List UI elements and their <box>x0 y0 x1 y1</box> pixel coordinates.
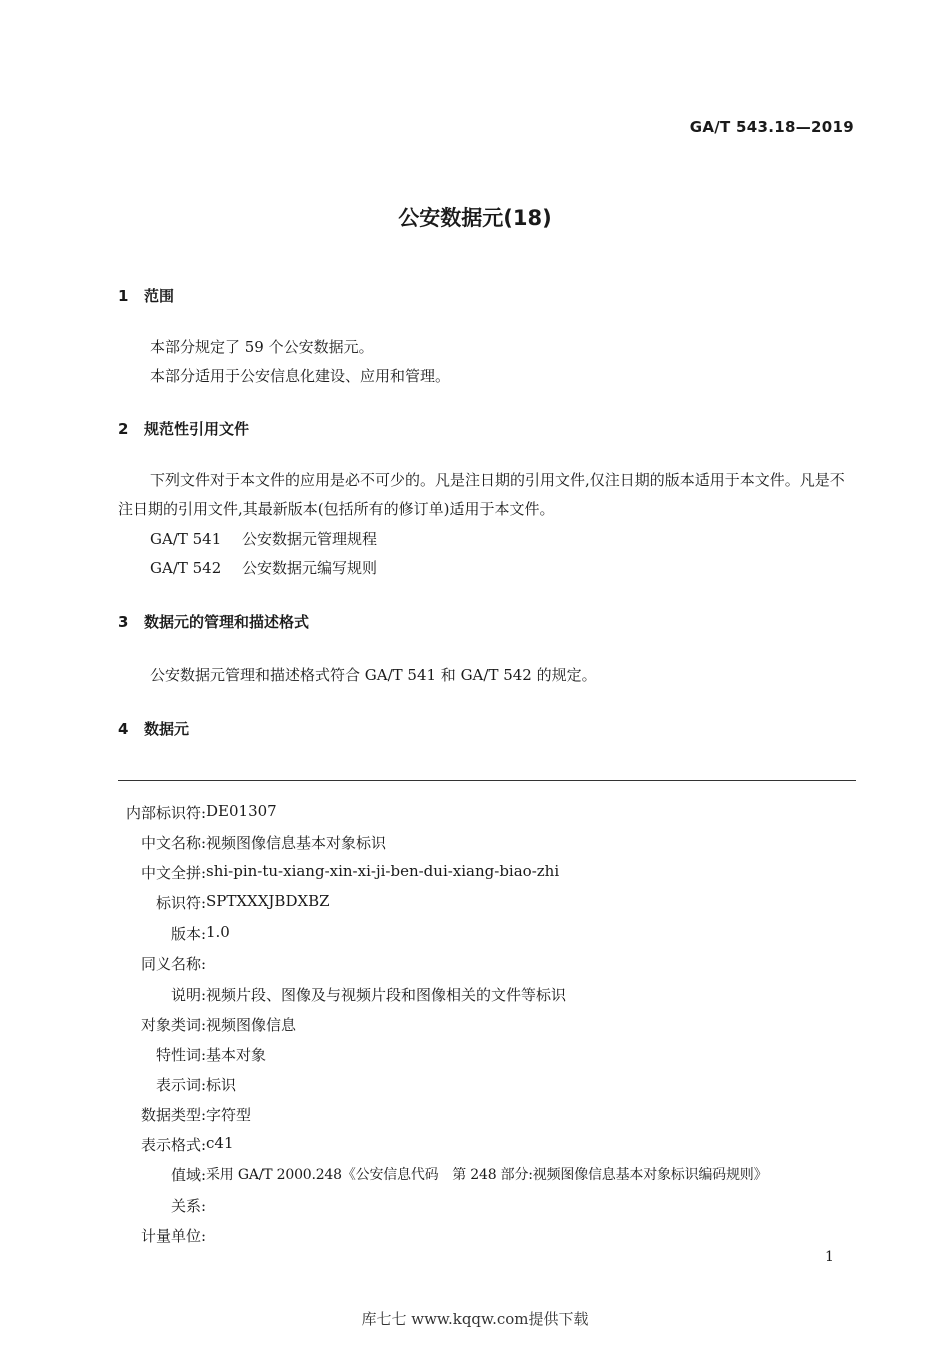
de-value: 采用 GA/T 2000.248《公安信息代码 第 248 部分:视频图像信息基本对象标识编码规则》 <box>206 1167 768 1183</box>
de-label: 版本: <box>170 925 206 943</box>
de-label: 值域: <box>170 1166 206 1184</box>
section-number: 4 <box>118 720 129 738</box>
de-label: 计量单位: <box>140 1227 206 1245</box>
reference-title: 公安数据元编写规则 <box>242 559 378 577</box>
de-value: 1.0 <box>206 923 230 941</box>
section-number: 1 <box>118 287 129 305</box>
de-value: SPTXXXJBDXBZ <box>206 892 330 910</box>
document-title: 公安数据元(18) <box>398 206 552 230</box>
de-value: 视频片段、图像及与视频片段和图像相关的文件等标识 <box>206 986 567 1004</box>
reference-item <box>150 528 377 549</box>
de-label: 表示格式: <box>140 1136 206 1154</box>
de-label: 中文名称: <box>140 834 206 852</box>
reference-code: GA/T 542 <box>150 559 222 577</box>
de-value: 视频图像信息 <box>206 1016 297 1034</box>
scope-line-2: 本部分适用于公安信息化建设、应用和管理。 <box>150 367 451 385</box>
divider-line <box>118 780 856 781</box>
reference-item <box>150 557 377 578</box>
section-4-heading <box>118 718 189 739</box>
normative-intro: 下列文件对于本文件的应用是必不可少的。凡是注日期的引用文件,仅注日期的版本适用于本文件。凡是不注日期的引用文件,其最新版本(包括所有的修订单)适用于本文件。 <box>118 471 845 518</box>
de-label: 关系: <box>170 1197 206 1215</box>
footer-watermark: 库七七 www.kqqw.com提供下载 <box>361 1310 589 1328</box>
de-value: 视频图像信息基本对象标识 <box>206 834 387 852</box>
de-value: 标识 <box>206 1076 237 1094</box>
section-1-heading <box>118 285 174 306</box>
de-label: 中文全拼: <box>140 864 206 882</box>
de-value: shi-pin-tu-xiang-xin-xi-ji-ben-dui-xiang-biao-zhi <box>206 862 560 880</box>
de-value: DE01307 <box>206 802 277 820</box>
de-label: 对象类词: <box>140 1016 206 1034</box>
reference-title: 公安数据元管理规程 <box>242 530 378 548</box>
section-3-heading <box>118 611 309 632</box>
de-label: 标识符: <box>155 894 206 912</box>
de-label: 同义名称: <box>140 955 206 973</box>
standard-code: GA/T 543.18—2019 <box>689 118 854 136</box>
page-number: 1 <box>825 1249 834 1265</box>
reference-code: GA/T 541 <box>150 530 222 548</box>
de-label: 特性词: <box>155 1046 206 1064</box>
section-title: 数据元的管理和描述格式 <box>144 613 310 631</box>
de-value: 字符型 <box>206 1106 252 1124</box>
scope-line-1: 本部分规定了 59 个公安数据元。 <box>150 338 374 356</box>
section-number: 3 <box>118 613 129 631</box>
section-title: 数据元 <box>144 720 190 738</box>
de-value: c41 <box>206 1134 234 1152</box>
de-label: 表示词: <box>155 1076 206 1094</box>
section-2-heading <box>118 418 249 439</box>
section-title: 规范性引用文件 <box>144 420 250 438</box>
management-text: 公安数据元管理和描述格式符合 GA/T 541 和 GA/T 542 的规定。 <box>150 666 597 684</box>
de-label: 数据类型: <box>140 1106 206 1124</box>
section-number: 2 <box>118 420 129 438</box>
section-title: 范围 <box>144 287 175 305</box>
de-label: 内部标识符: <box>125 804 206 822</box>
de-value: 基本对象 <box>206 1046 267 1064</box>
de-label: 说明: <box>170 986 206 1004</box>
